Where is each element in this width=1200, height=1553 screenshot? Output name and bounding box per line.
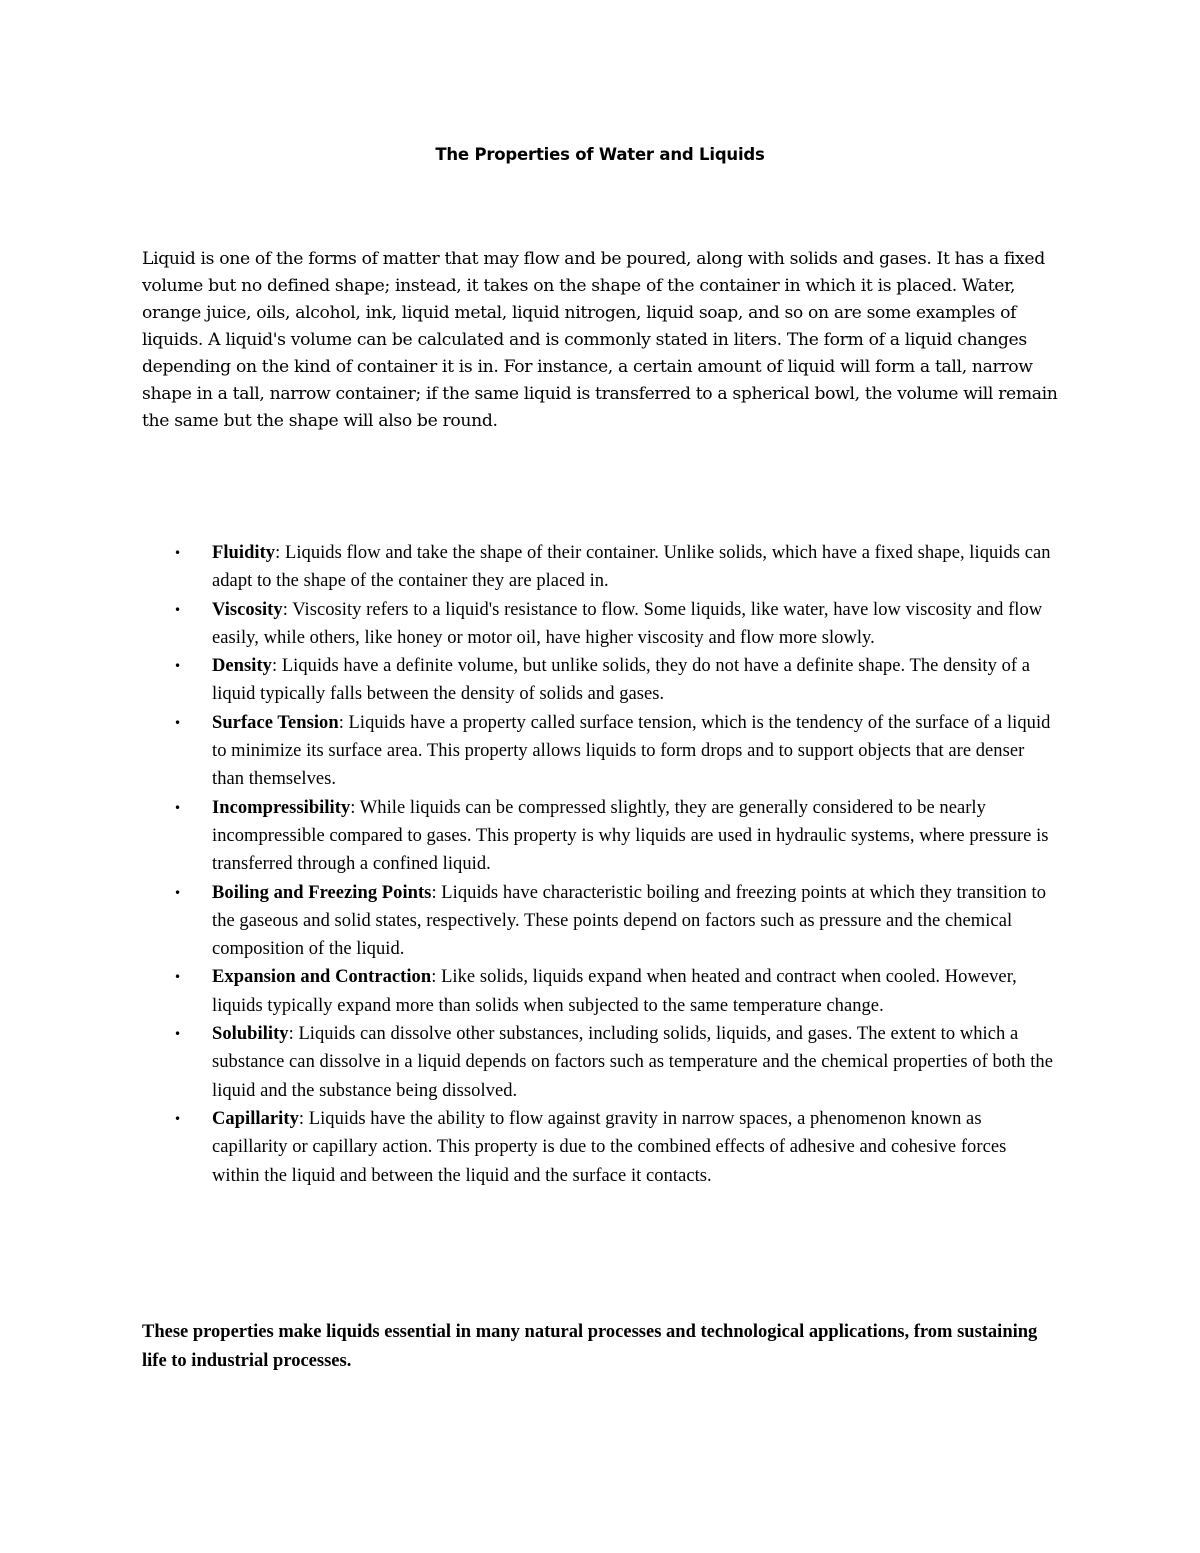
bullet-icon: • (174, 1111, 182, 1126)
conclusion-paragraph: These properties make liquids essential in many natural processes and technological applications, from sustaining life to industrial processes. (142, 1322, 1038, 1371)
property-description: : Liquids flow and take the shape of their container. Unlike solids, which have a fixed shape, liquids can adapt to the shape of the container they are placed in. (212, 543, 1051, 592)
list-item (174, 1105, 1057, 1190)
property-name: Capillarity (212, 1108, 299, 1129)
list-item (174, 709, 1057, 794)
bullet-icon: • (174, 885, 182, 900)
property-name: Surface Tension (212, 712, 339, 733)
property-name: Fluidity (212, 543, 276, 563)
property-name: Expansion and Contraction (212, 967, 432, 988)
property-description: : Like solids, liquids expand when heated and contract when cooled. However, liquids typically expand more than solids when subjected to the same temperature change. (212, 967, 1017, 1016)
intro-paragraph: Liquid is one of the forms of matter that may flow and be poured, along with solids and gases. It has a fixed volume but no defined shape; instead, it takes on the shape of the container in which it is placed. Water, orange juice, oils, alcohol, ink, liquid metal, liquid nitrogen, liquid soap, and so on are some examples of liquids. A liquid's volume can be calculated and is commonly stated in liters. The form of a liquid changes depending on the kind of container it is in. For instance, a certain amount of liquid will form a tall, narrow shape in a tall, narrow container; if the same liquid is transferred to a spherical bowl, the volume will remain the same but the shape will also be round. (142, 249, 1058, 431)
property-description: : Liquids have a definite volume, but unlike solids, they do not have a definite shape. The density of a liquid typically falls between the density of solids and gases. (212, 656, 1031, 705)
list-item (174, 879, 1057, 964)
list-item (174, 1020, 1057, 1105)
property-name: Viscosity (212, 599, 283, 620)
property-description: : Viscosity refers to a liquid's resistance to flow. Some liquids, like water, have low viscosity and flow easily, while others, like honey or motor oil, have higher viscosity and flow more slowly. (212, 599, 1043, 648)
bullet-icon: • (174, 970, 182, 985)
property-name: Incompressibility (212, 797, 351, 818)
property-description: : Liquids have characteristic boiling and freezing points at which they transition to the gaseous and solid states, respectively. These points depend on factors such as pressure and the chemical composition of the liquid. (212, 882, 1047, 960)
property-name: Solubility (212, 1024, 289, 1045)
list-item (174, 596, 1057, 653)
property-name: Boiling and Freezing Points (212, 882, 432, 903)
bullet-icon: • (174, 800, 182, 815)
property-description: : Liquids can dissolve other substances, including solids, liquids, and gases. The extent to which a substance can dissolve in a liquid depends on factors such as temperature and the chemical properties of both the liquid and the substance being dissolved. (212, 1024, 1053, 1101)
property-description: : Liquids have the ability to flow against gravity in narrow spaces, a phenomenon known as capillarity or capillary action. This property is due to the combined effects of adhesive and cohesive forces within the liquid and between the liquid and the surface it contacts. (212, 1108, 1007, 1186)
document-title: The Properties of Water and Liquids (435, 145, 765, 164)
bullet-icon: • (174, 546, 182, 560)
property-name: Density (212, 656, 272, 677)
bullet-icon: • (174, 715, 182, 730)
list-item (174, 539, 1057, 596)
bullet-icon: • (174, 1027, 182, 1042)
property-description: : Liquids have a property called surface tension, which is the tendency of the surface of a liquid to minimize its surface area. This property allows liquids to form drops and to support objects that are denser than themselves. (212, 712, 1051, 790)
property-description: : While liquids can be compressed slightly, they are generally considered to be nearly incompressible compared to gases. This property is why liquids are used in hydraulic systems, where pressure is transferred through a confined liquid. (212, 797, 1049, 875)
bullet-icon: • (174, 602, 182, 617)
properties-list (0, 539, 1200, 1190)
bullet-icon: • (174, 659, 182, 674)
list-item (174, 963, 1057, 1020)
list-item (174, 652, 1057, 709)
list-item (174, 794, 1057, 879)
